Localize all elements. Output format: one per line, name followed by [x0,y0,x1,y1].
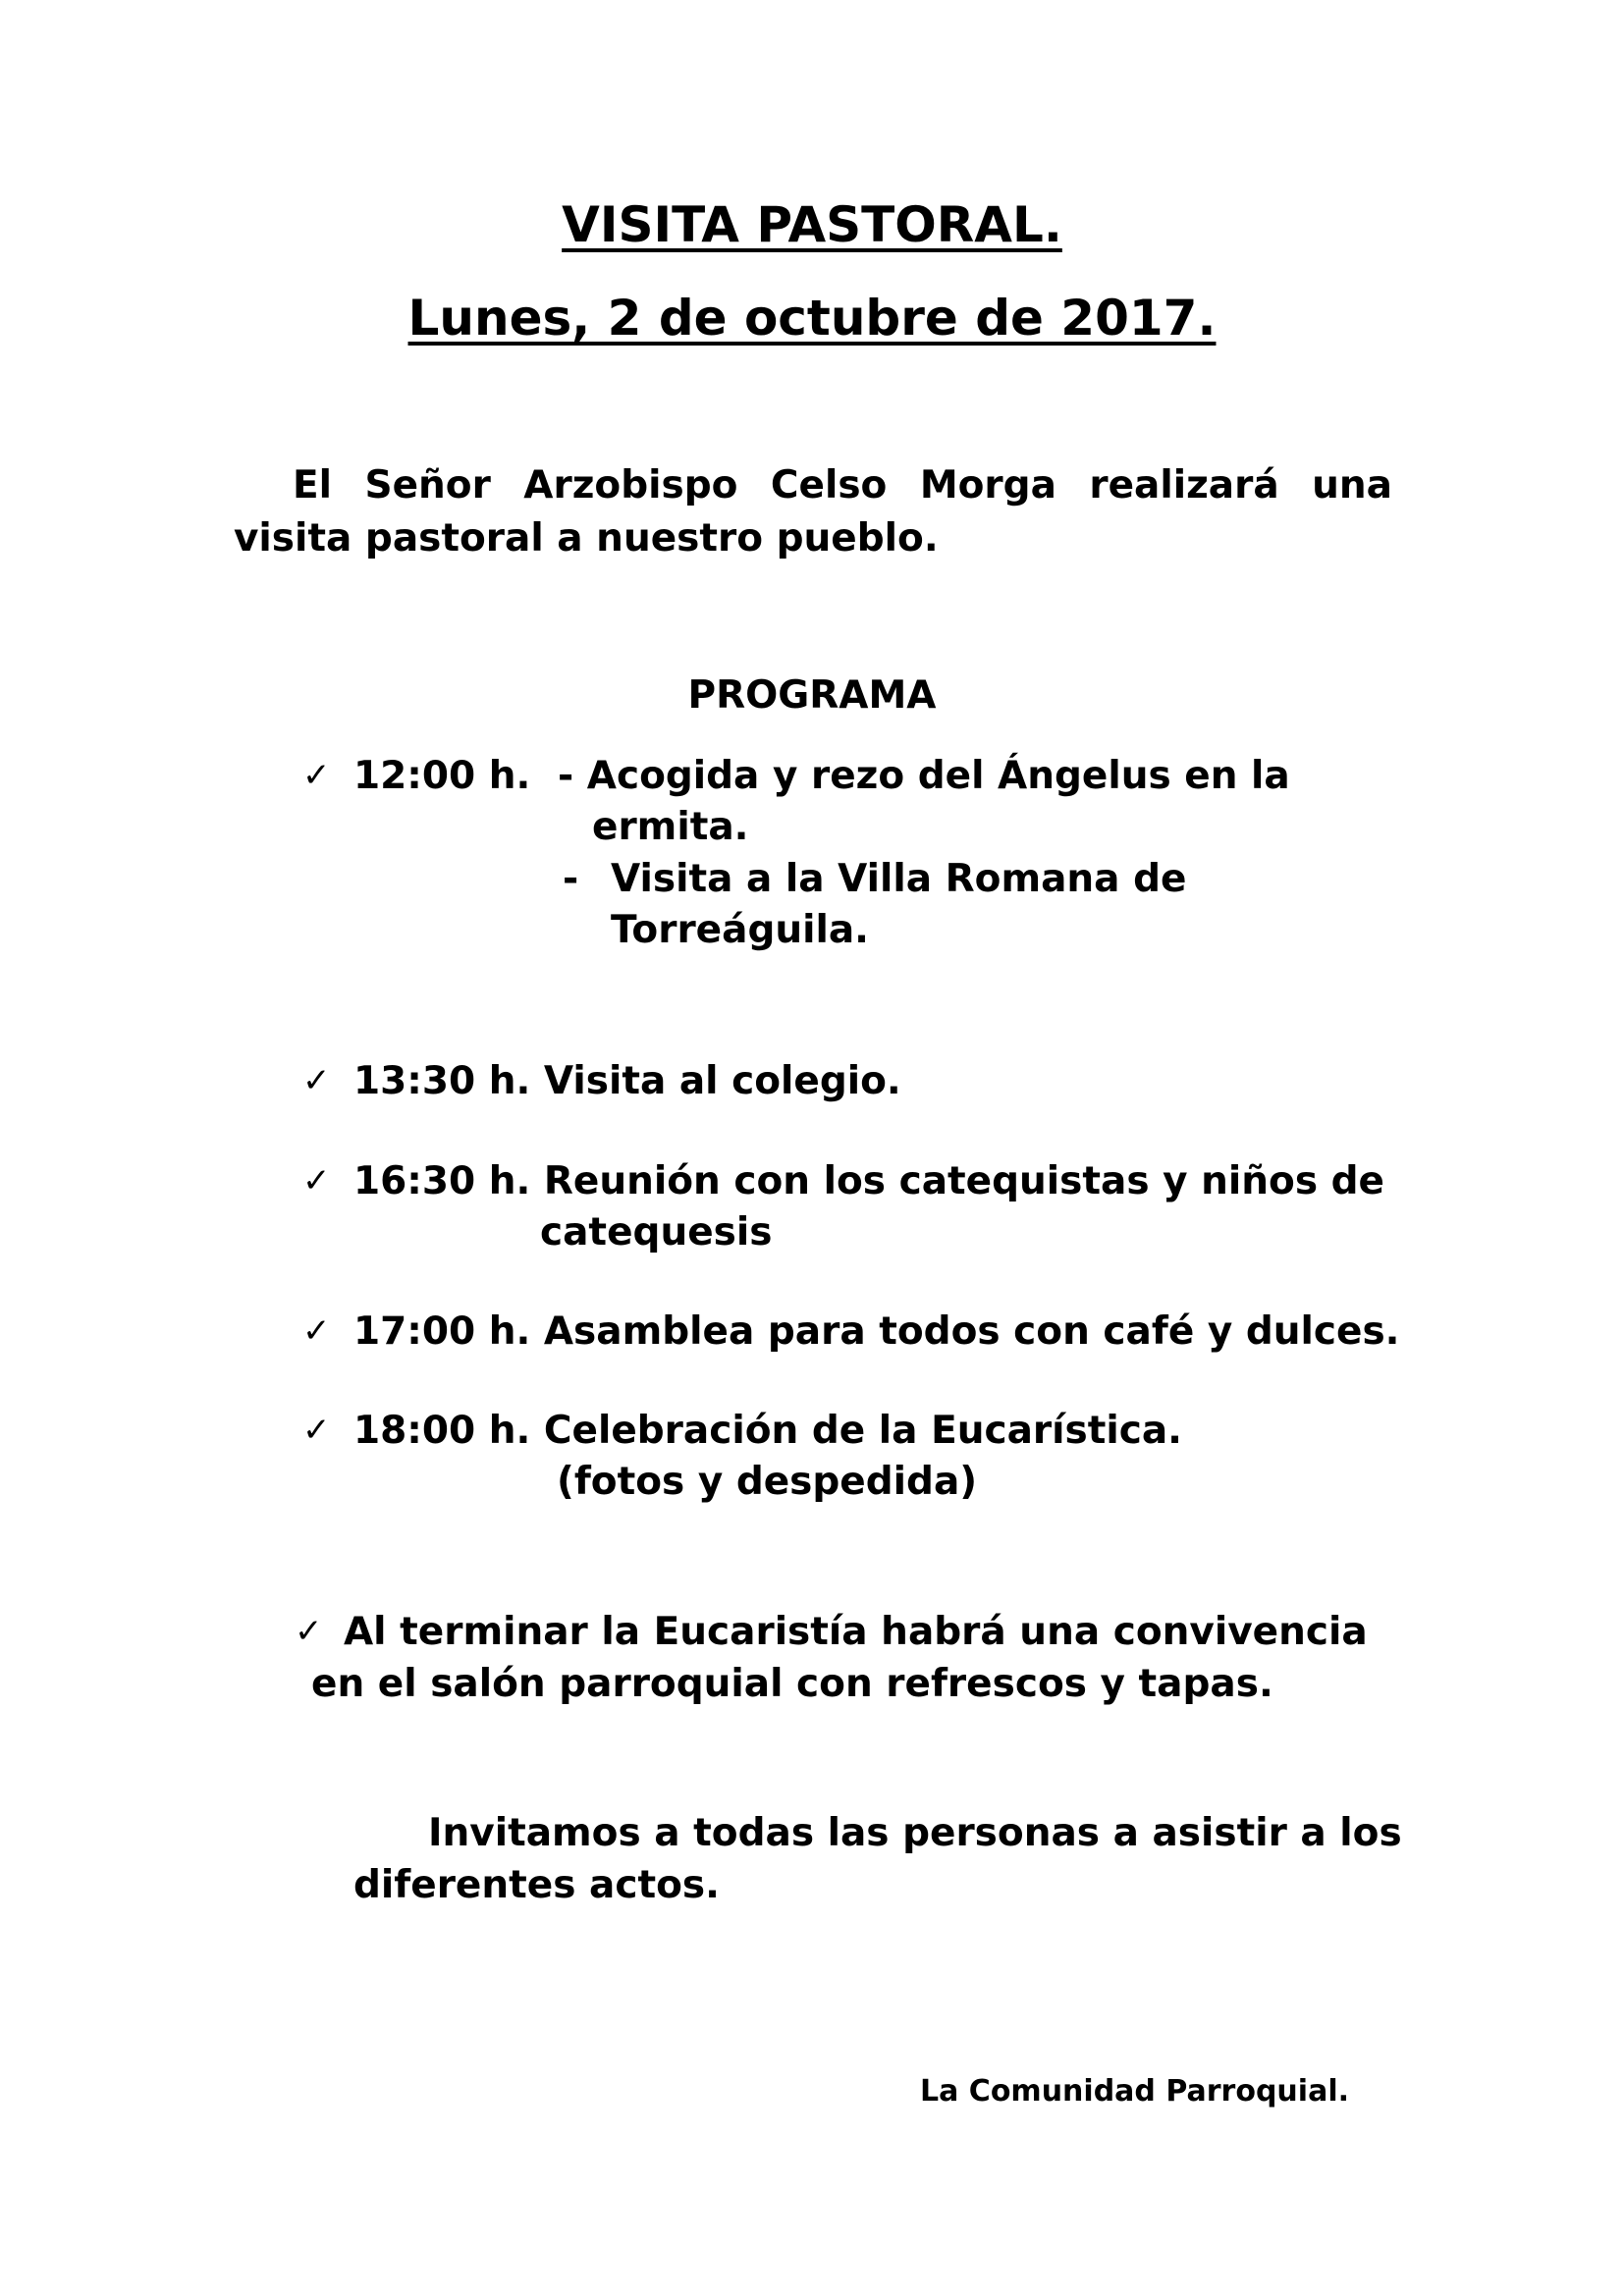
item-5-line-2: (fotos y despedida) [557,1460,978,1504]
item-3-line-1: 16:30 h. Reunión con los catequistas y niños de [353,1159,1384,1203]
item-5-line-1: 18:00 h. Celebración de la Eucarística. [353,1409,1182,1453]
check-icon: ✓ [302,1411,331,1450]
item-1-line-1: - Acogida y rezo del Ángelus en la [558,754,1290,798]
item-1-line-2: ermita. [592,805,749,849]
check-icon: ✓ [295,1612,323,1651]
closing-line-1: Invitamos a todas las personas a asistir a los [428,1811,1402,1855]
item-1-line-4: Torreáguila. [611,908,870,952]
item-2-line-1: 13:30 h. Visita al colegio. [353,1059,901,1103]
closing-line-2: diferentes actos. [353,1863,720,1907]
programa-heading [0,673,1624,718]
check-icon: ✓ [302,1061,331,1100]
signature: La Comunidad Parroquial. [920,2074,1349,2109]
programa-heading-text: PROGRAMA [687,673,937,718]
check-icon: ✓ [302,756,331,795]
intro-text: El Señor Arzobispo Celso Morga realizará una visita pastoral a nuestro pueblo. [234,463,1392,561]
intro-paragraph [234,459,1392,565]
item-1-line-3: Visita a la Villa Romana de [611,857,1187,901]
check-icon: ✓ [302,1311,331,1351]
convivencia-line-1: Al terminar la Eucaristía habrá una convivencia [344,1610,1368,1654]
item-4-line-1: 17:00 h. Asamblea para todos con café y dulces. [353,1309,1400,1354]
convivencia-line-2: en el salón parroquial con refrescos y tapas. [311,1662,1273,1706]
date-heading: Lunes, 2 de octubre de 2017. [407,290,1217,347]
item-3-line-2: catequesis [540,1210,773,1255]
check-icon: ✓ [302,1161,331,1201]
item-1-dash: - [563,857,579,901]
page-title: VISITA PASTORAL. [562,196,1062,253]
item-1-time: 12:00 h. [353,754,531,798]
